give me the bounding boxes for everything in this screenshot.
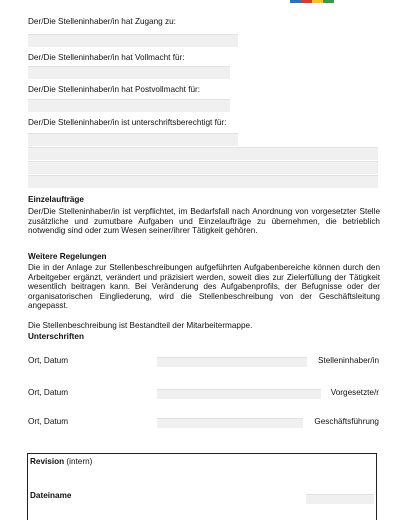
signature-field-3[interactable]: [157, 418, 303, 428]
weitere-body: Die in der Anlage zur Stellenbeschreibungen aufgeführten Aufgabenbereiche können durch den Arbeitgeber ergänzt, verändert und präzisiert werden, soweit dies zur Zielerfüllung der Tätigkeit wesentlich beitragen kann. Bei Veränderung des Aufgabenprofils, der Befugnisse oder der organisatorischen Eingliederung, wird die Stellenbeschreibung von der Geschäftsleitung angepasst.: [28, 263, 380, 311]
einzelauftraege-heading: Einzelaufträge: [28, 195, 84, 204]
strip-yellow: [312, 0, 323, 3]
full-power-label: Der/Die Stelleninhaber/in hat Vollmacht für:: [28, 53, 185, 62]
signing-label: Der/Die Stelleninhaber/in ist unterschriftsberechtigt für:: [28, 118, 227, 127]
unterschriften-heading: Unterschriften: [28, 332, 84, 341]
signing-field-4[interactable]: [28, 175, 378, 188]
brand-color-strip: [290, 0, 334, 3]
full-power-field[interactable]: [28, 66, 230, 79]
signature-place-date-2: Ort, Datum: [28, 388, 69, 397]
filename-label: Dateiname: [30, 491, 72, 500]
signature-role-1: Stelleninhaber/in: [318, 356, 379, 365]
strip-blue: [290, 0, 301, 3]
weitere-heading: Weitere Regelungen: [28, 252, 107, 261]
access-field[interactable]: [28, 34, 238, 47]
revision-title-suffix: (intern): [64, 457, 93, 466]
signing-field-2[interactable]: [28, 147, 378, 160]
weitere-note: Die Stellenbeschreibung ist Bestandteil der Mitarbeitermappe.: [28, 321, 253, 330]
einzelauftraege-body: Der/Die Stelleninhaber/in ist verpflichtet, im Bedarfsfall nach Anordnung von vorgesetzter Stelle zusätzliche und zumutbare Aufgaben und Einzelaufträge zu übernehmen, die betrieblich notwendig sind oder zum Wesen seiner/ihrer Tätigkeit gehören.: [28, 207, 380, 236]
revision-box: [27, 453, 377, 520]
signature-place-date-1: Ort, Datum: [28, 356, 69, 365]
signature-field-2[interactable]: [157, 389, 321, 399]
revision-title: [30, 457, 92, 467]
revision-title-main: Revision: [30, 457, 65, 466]
signing-field-3[interactable]: [28, 161, 378, 174]
strip-red: [301, 0, 312, 3]
signature-place-date-3: Ort, Datum: [28, 417, 69, 426]
postal-power-label: Der/Die Stelleninhaber/in hat Postvollmacht für:: [28, 85, 201, 94]
filename-field[interactable]: [306, 494, 374, 504]
postal-power-field[interactable]: [28, 99, 230, 112]
signature-field-1[interactable]: [157, 357, 307, 367]
strip-green: [323, 0, 334, 3]
signing-field-1[interactable]: [28, 133, 238, 146]
signature-role-2: Vorgesetzte/r: [330, 388, 379, 397]
signature-role-3: Geschäftsführung: [314, 417, 379, 426]
access-label: Der/Die Stelleninhaber/in hat Zugang zu:: [28, 17, 176, 26]
